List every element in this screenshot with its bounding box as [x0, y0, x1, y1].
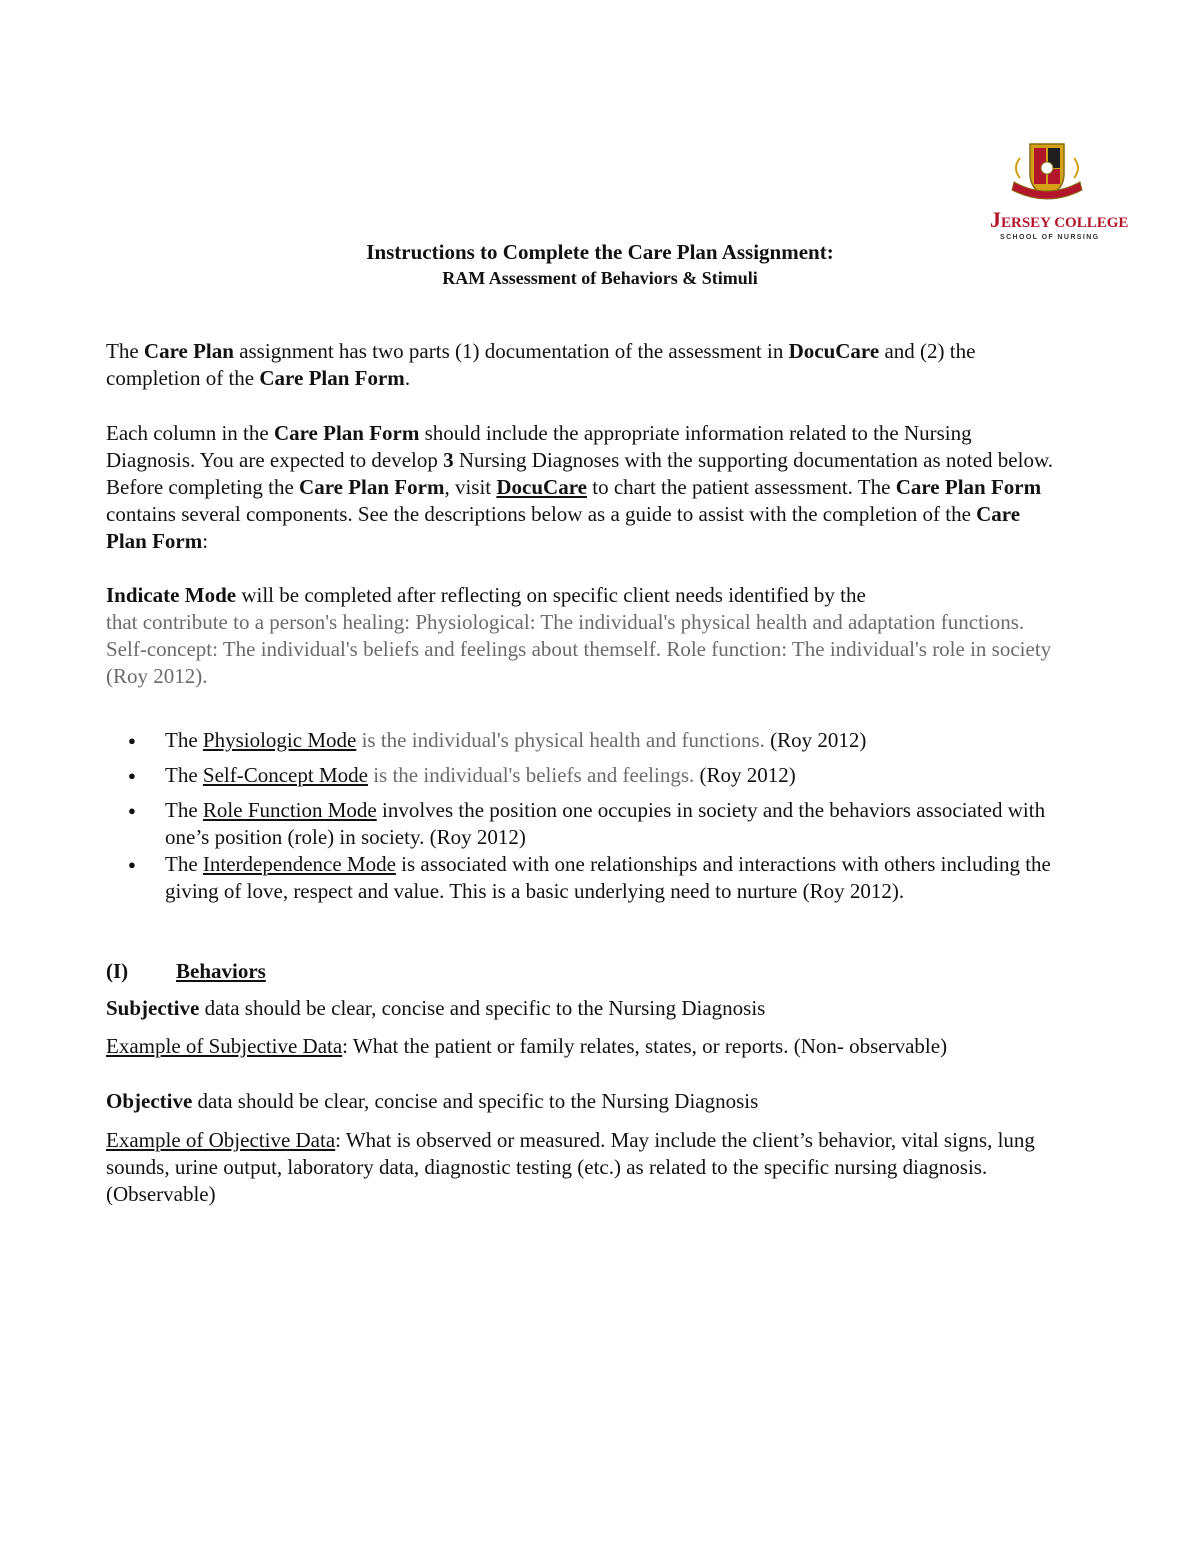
subjective-example: Example of Subjective Data: What the patient or family relates, states, or reports. (Non- observable): [106, 1034, 948, 1058]
objective-example: Example of Objective Data: What is observed or measured. May include the client’s behavior, vital signs, lung sounds, urine output, laboratory data, diagnostic testing (etc.) as related to the specific nursing diagnosis. (Observable): [106, 1128, 1035, 1206]
college-crest-icon: [990, 138, 1115, 208]
adaptive-modes-list: [106, 727, 1066, 913]
behaviors-heading: (I) Behaviors: [106, 959, 266, 983]
columns-paragraph: Each column in the Care Plan Form should include the appropriate information related to the Nursing Diagnosis. You are expected to develop 3 Nursing Diagnoses with the supporting documentation as noted below. Before completing the Care Plan Form, visit DocuCare to chart the patient assessment. The Care Plan Form contains several components. See the descriptions below as a guide to assist with the completion of the Care Plan Form:: [106, 421, 1053, 553]
indicate-mode-paragraph: Indicate Mode will be completed after reflecting on specific client needs identified by the that contribute to a person's healing: Physiological: The individual's physical health and adaptation functions. Self-concept: The individual's beliefs and feelings about themself. Role function: The individual's role in society (Roy 2012).: [106, 583, 1052, 688]
jersey-college-logo: [990, 138, 1129, 241]
document-header: [0, 238, 1200, 290]
docucare-link[interactable]: DocuCare: [496, 475, 587, 499]
objective-paragraph: Objective data should be clear, concise and specific to the Nursing Diagnosis: [106, 1089, 759, 1113]
document-subtitle: RAM Assessment of Behaviors & Stimuli: [442, 268, 758, 288]
intro-paragraph: The Care Plan assignment has two parts (1) documentation of the assessment in DocuCare and (2) the completion of the Care Plan Form.: [106, 339, 976, 390]
document-title: Instructions to Complete the Care Plan Assignment:: [366, 240, 834, 264]
subjective-paragraph: Subjective data should be clear, concise and specific to the Nursing Diagnosis: [106, 996, 766, 1020]
list-item: ● The Interdependence Mode is associated with one relationships and interactions with others including the giving of love, respect and value. This is a basic underlying need to nurture (Roy 2012).: [106, 851, 1066, 905]
logo-subtitle: SCHOOL OF NURSING: [1000, 234, 1100, 241]
list-item: ● The Physiologic Mode is the individual's physical health and functions. (Roy 2012): [106, 727, 1066, 754]
logo-wordmark: JERSEY COLLEGE: [990, 207, 1129, 232]
list-item: ● The Self-Concept Mode is the individual's beliefs and feelings. (Roy 2012): [106, 762, 1066, 789]
list-item: ● The Role Function Mode involves the position one occupies in society and the behaviors associated with one’s position (role) in society. (Roy 2012): [106, 797, 1066, 851]
